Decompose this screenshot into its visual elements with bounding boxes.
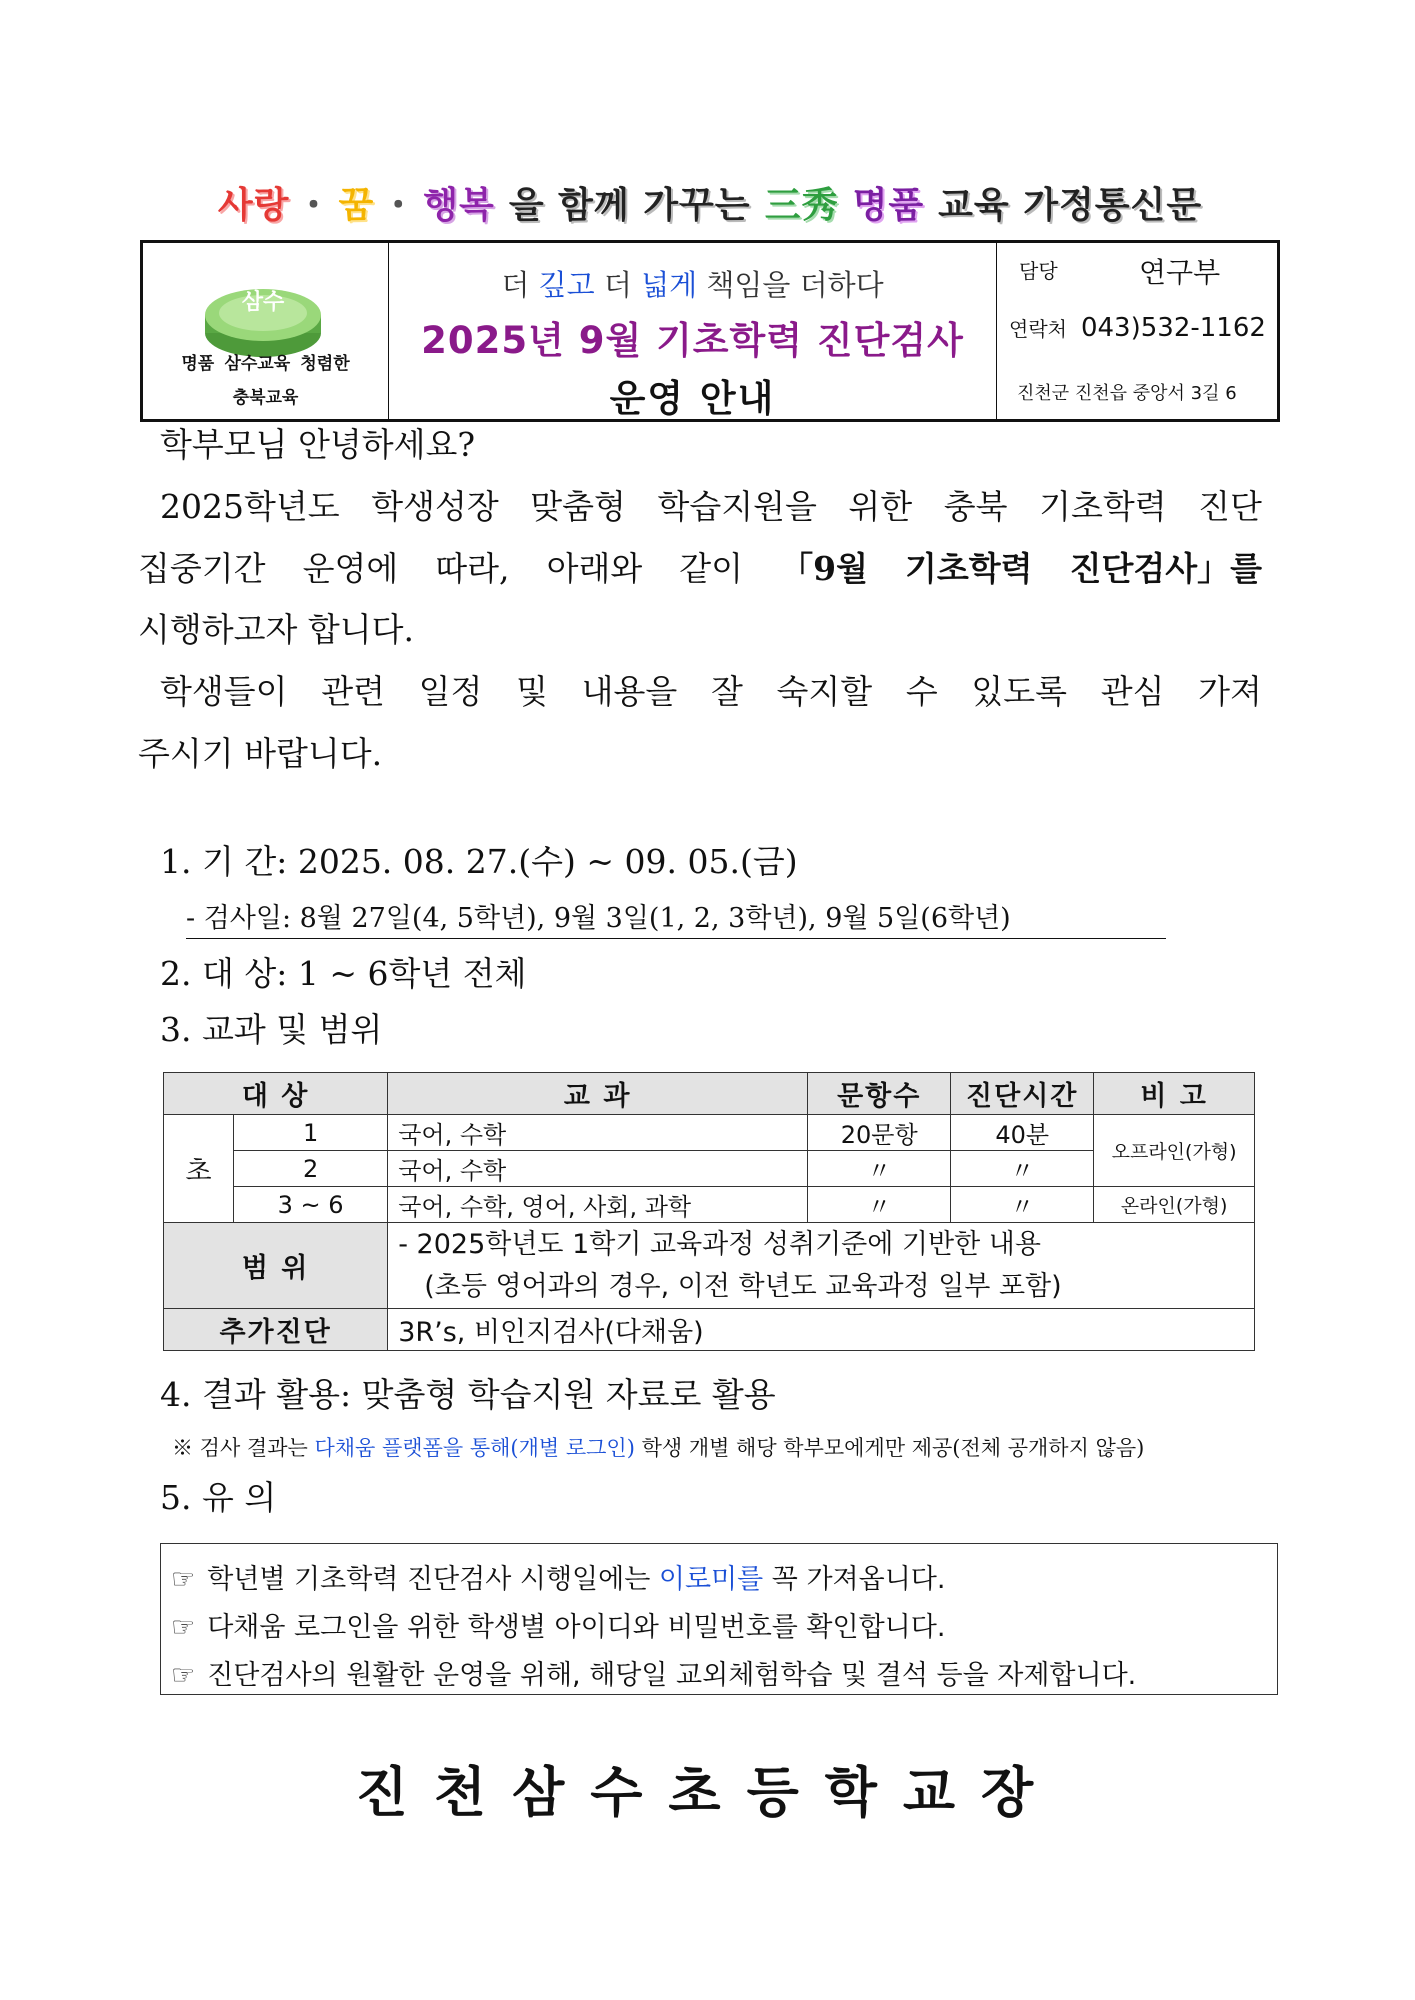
range-value: [388, 1223, 1255, 1309]
section-4-note: [172, 1438, 1144, 1459]
caution-box: [160, 1543, 1278, 1695]
paragraph-2-line-1: [160, 672, 1262, 711]
caution-text: 꼭 가져옵니다.: [763, 1564, 946, 1595]
table-header: 진단시간: [951, 1073, 1094, 1115]
newsletter-banner: [217, 172, 1203, 232]
header-box: [140, 240, 1280, 422]
banner-dot: ・: [380, 184, 418, 226]
slogan-part: 책임을 더하다: [697, 268, 884, 302]
banner-dream: 꿈: [338, 184, 375, 226]
extra-value: 3R’s, 비인지검사(다채움): [388, 1309, 1255, 1351]
count-cell: 〃: [808, 1187, 951, 1223]
dept-label: 담당: [1019, 259, 1058, 283]
grade-cell: 2: [234, 1151, 388, 1187]
note-text: ※ 검사 결과는: [172, 1436, 315, 1460]
dept-value: 연구부: [1139, 256, 1221, 289]
word: 일정: [418, 672, 483, 711]
pointing-hand-icon: ☞: [171, 1564, 196, 1595]
paragraph-1-line-3: 시행하고자 합니다.: [138, 610, 415, 649]
range-line: - 2025학년도 1학기 교육과정 성취기준에 기반한 내용: [398, 1228, 1041, 1260]
title-cell: [389, 243, 997, 419]
greeting: 학부모님 안녕하세요?: [160, 425, 476, 464]
word: 충북: [943, 487, 1008, 526]
logo-cell: [143, 243, 389, 419]
paragraph-2-line-2: 주시기 바랍니다.: [138, 734, 383, 773]
word: 가져: [1198, 672, 1262, 711]
word: 따라,: [435, 549, 510, 588]
table-header-row: [164, 1073, 1255, 1115]
section-5-cautions: 5. 유 의: [160, 1478, 277, 1517]
word: 잘: [710, 672, 743, 711]
page-subtitle: 운영 안내: [609, 377, 776, 420]
table-header: 교 과: [388, 1073, 808, 1115]
dept-row: [1019, 255, 1221, 289]
logo-caption-line2: 충북교육: [232, 388, 299, 408]
note-online: 온라인(가형): [1094, 1187, 1255, 1223]
word: 관심: [1100, 672, 1165, 711]
paragraph-1-line-1: [160, 487, 1262, 526]
table-row: [164, 1151, 1255, 1187]
slogan-keyword: 넓게: [641, 268, 698, 302]
table-row: [164, 1187, 1255, 1223]
grade-cell: 3 ~ 6: [234, 1187, 388, 1223]
section-2-target: 2. 대 상: 1 ~ 6학년 전체: [160, 954, 527, 993]
word: 학생성장: [371, 487, 499, 526]
word: 진단: [1198, 487, 1262, 526]
word: 숙지할: [776, 672, 873, 711]
range-line: (초등 영어과의 경우, 이전 학년도 교육과정 일부 포함): [424, 1270, 1062, 1302]
range-row: [164, 1223, 1255, 1309]
word: 및: [516, 672, 548, 711]
phone-row: [1009, 313, 1266, 343]
word: 있도록: [971, 672, 1068, 711]
extra-label: 추가진단: [164, 1309, 388, 1351]
word: 운영에: [302, 549, 399, 588]
table-row: [164, 1115, 1255, 1151]
pointing-hand-icon: ☞: [171, 1660, 196, 1691]
word: 학생들이: [160, 672, 288, 711]
word: 맞춤형: [530, 487, 626, 526]
logo-caption-line1: 명품 삼수교육 청렴한: [181, 354, 350, 374]
word: 내용을: [581, 672, 678, 711]
count-cell: 〃: [808, 1151, 951, 1187]
range-label: 범 위: [164, 1223, 388, 1309]
caution-highlight: 이로미를: [658, 1564, 764, 1595]
extra-row: [164, 1309, 1255, 1351]
logo-caption: [143, 347, 388, 415]
time-cell: 〃: [951, 1151, 1094, 1187]
banner-tail: 교육 가정통신문: [938, 184, 1203, 226]
time-cell: 〃: [951, 1187, 1094, 1223]
count-cell: 20문항: [808, 1115, 951, 1151]
word: 같이: [679, 549, 744, 588]
slogan-keyword: 깊고: [538, 268, 595, 302]
subjects-table: [163, 1072, 1255, 1351]
table-header: 문항수: [808, 1073, 951, 1115]
subjects-cell: 국어, 수학, 영어, 사회, 과학: [388, 1187, 808, 1223]
subjects-cell: 국어, 수학: [388, 1115, 808, 1151]
caution-text: 학년별 기초학력 진단검사 시행일에는: [207, 1564, 659, 1595]
time-cell: 40분: [951, 1115, 1094, 1151]
note-offline: 오프라인(가형): [1094, 1115, 1255, 1187]
page-title: 2025년 9월 기초학력 진단검사: [421, 319, 964, 362]
paragraph-1-line-2: [138, 549, 1262, 588]
phone-label: 연락처: [1009, 317, 1067, 341]
caution-item: [171, 1556, 1277, 1604]
section-1-detail: - 검사일: 8월 27일(4, 5학년), 9월 3일(1, 2, 3학년), 9월 5일(6학년): [186, 905, 1166, 939]
caution-text: 다채움 로그인을 위한 학생별 아이디와 비밀번호를 확인합니다.: [207, 1612, 946, 1643]
word: 기초학력: [1039, 487, 1167, 526]
word: 수: [905, 672, 938, 711]
address: 진천군 진천읍 중앙서 3길 6: [1017, 383, 1237, 404]
caution-text: 진단검사의 원활한 운영을 위해, 해당일 교외체험학습 및 결석 등을 자제합니다.: [207, 1660, 1137, 1691]
banner-phrase: 을 함께 가꾸는: [508, 184, 751, 226]
table-header: 대 상: [164, 1073, 388, 1115]
slogan: [389, 263, 996, 304]
section-3-subjects: 3. 교과 및 범위: [160, 1010, 383, 1049]
phone-value: 043)532-1162: [1080, 313, 1266, 343]
word: 아래와: [546, 549, 643, 588]
banner-dot: ・: [295, 184, 333, 226]
subjects-cell: 국어, 수학: [388, 1151, 808, 1187]
table-header: 비 고: [1094, 1073, 1255, 1115]
banner-hanja: 三秀: [764, 183, 839, 226]
section-1-period: 1. 기 간: 2025. 08. 27.(수) ~ 09. 05.(금): [160, 842, 798, 881]
slogan-part: 더: [501, 268, 539, 302]
caution-item: [171, 1652, 1277, 1700]
word: 학습지원을: [657, 487, 817, 526]
note-text: 학생 개별 해당 학부모에게만 제공(전체 공개하지 않음): [634, 1436, 1145, 1460]
banner-happy: 행복: [423, 184, 495, 226]
word: 집중기간: [138, 549, 266, 588]
word: 위한: [848, 487, 913, 526]
note-highlight: 다채움 플랫폼을 통해(개별 로그인): [314, 1436, 635, 1460]
slogan-part: 더: [594, 268, 642, 302]
pointing-hand-icon: ☞: [171, 1612, 196, 1643]
section-4-results: 4. 결과 활용: 맞춤형 학습지원 자료로 활용: [160, 1375, 776, 1414]
caution-item: [171, 1604, 1277, 1652]
banner-love: 사랑: [217, 184, 290, 226]
word: 2025학년도: [160, 487, 340, 526]
word-emphasis: 진단검사」를: [1069, 549, 1262, 588]
word: 관련: [321, 672, 385, 711]
principal-signature: 진천삼수초등학교장: [355, 1761, 1060, 1824]
grade-cell: 1: [234, 1115, 388, 1151]
group-label: 초: [164, 1115, 234, 1223]
contact-cell: [997, 243, 1277, 419]
banner-pum: 명품: [852, 184, 925, 226]
word-emphasis: 「9월: [780, 549, 868, 588]
word-emphasis: 기초학력: [905, 549, 1033, 588]
logo-text: 삼수: [241, 290, 285, 315]
